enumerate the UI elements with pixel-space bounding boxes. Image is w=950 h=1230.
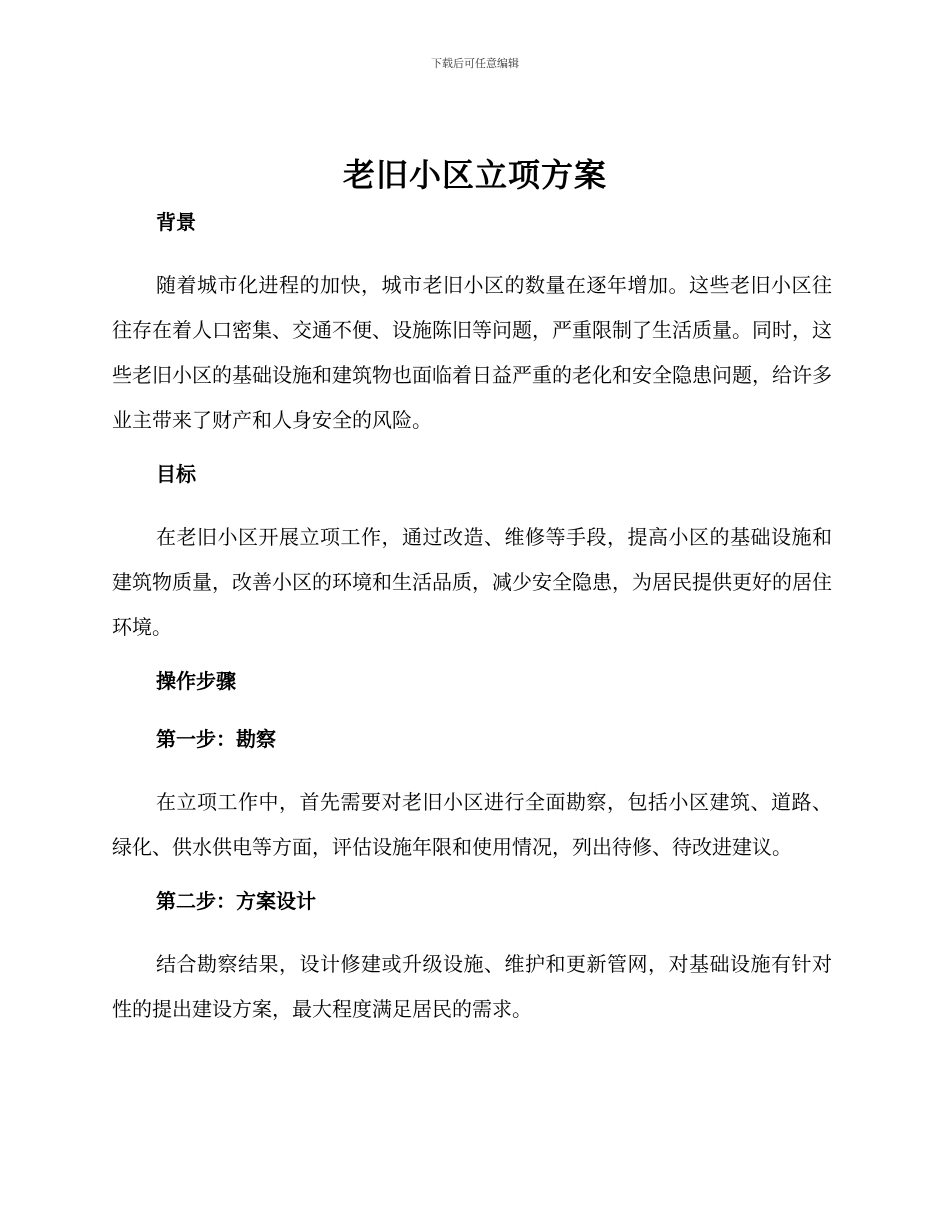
document-body	[112, 205, 832, 1046]
section-heading-step2: 第二步：方案设计	[156, 889, 316, 913]
document-title: 老旧小区立项方案	[342, 156, 607, 194]
section-heading-goal: 目标	[156, 462, 196, 486]
section-heading-step1: 第一步：勘察	[156, 727, 276, 751]
section-text-goal: 在老旧小区开展立项工作，通过改造、维修等手段，提高小区的基础设施和建筑物质量，改善小区的环境和生活品质，减少安全隐患，为居民提供更好的居住环境。	[112, 525, 832, 639]
section-heading-steps: 操作步骤	[156, 669, 236, 693]
section-heading-background: 背景	[156, 210, 196, 234]
section-text-step1: 在立项工作中，首先需要对老旧小区进行全面勘察，包括小区建筑、道路、绿化、供水供电等方面，评估设施年限和使用情况，列出待修、待改进建议。	[112, 790, 832, 859]
section-text-background: 随着城市化进程的加快，城市老旧小区的数量在逐年增加。这些老旧小区往往存在着人口密集、交通不便、设施陈旧等问题，严重限制了生活质量。同时，这些老旧小区的基础设施和建筑物也面临着日益严重的老化和安全隐患问题，给许多业主带来了财产和人身安全的风险。	[112, 273, 832, 432]
section-text-step2: 结合勘察结果，设计修建或升级设施、维护和更新管网，对基础设施有针对性的提出建设方案，最大程度满足居民的需求。	[112, 952, 832, 1021]
header-note: 下载后可任意编辑	[431, 57, 519, 70]
